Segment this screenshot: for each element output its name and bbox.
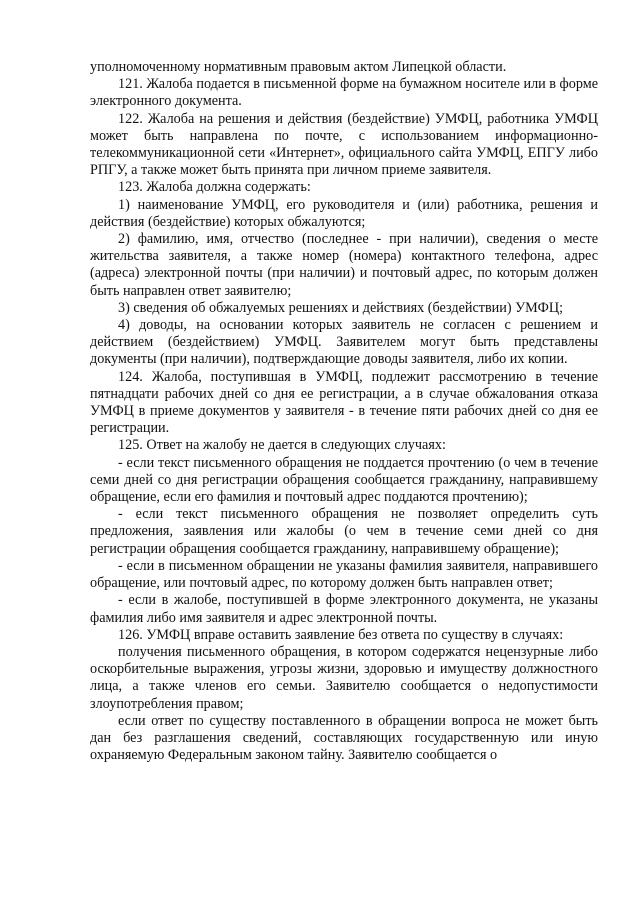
paragraph-126-case-1: получения письменного обращения, в котором содержатся нецензурные либо оскорбительные выражения, угрозы жизни, здоровью и имуществу должностного лица, а также членов его семьи. Заявителю сообщается о недопустимости злоупотребления правом;	[90, 643, 598, 712]
paragraph-123: 123. Жалоба должна содержать:	[118, 179, 311, 196]
paragraph-123-item-3: 3) сведения об обжалуемых решениях и действиях (бездействии) УМФЦ;	[118, 299, 564, 316]
paragraph-125: 125. Ответ на жалобу не дается в следующих случаях:	[118, 437, 446, 454]
paragraph-123-item-1: 1) наименование УМФЦ, его руководителя и (или) работника, решения и действия (бездействие) которых обжалуются;	[90, 196, 598, 230]
paragraph-125-case-3: - если в письменном обращении не указаны фамилия заявителя, направившего обращение, или почтовый адрес, по которому должен быть направлен ответ;	[90, 557, 598, 592]
paragraph-121: 121. Жалоба подается в письменной форме на бумажном носителе или в форме электронного документа.	[90, 76, 598, 110]
paragraph-125-case-4: - если в жалобе, поступившей в форме электронного документа, не указаны фамилия либо имя заявителя и адрес электронной почты.	[90, 592, 598, 626]
paragraph-125-case-1: - если текст письменного обращения не поддается прочтению (о чем в течение семи дней со дня регистрации обращения сообщается гражданину, направившему обращение, если его фамилия и почтовый адрес поддаются прочтению);	[90, 454, 598, 506]
paragraph-123-item-2: 2) фамилию, имя, отчество (последнее - при наличии), сведения о месте жительства заявителя, а также номер (номера) контактного телефона, адрес (адреса) электронной почты (при наличии) и почтовый адрес, по которым должен быть направлен ответ заявителю;	[90, 231, 598, 299]
paragraph-126-case-2: если ответ по существу поставленного в обращении вопроса не может быть дан без разглашения сведений, составляющих государственную или иную охраняемую Федеральным законом тайну. Заявителю сообщается о	[90, 712, 598, 764]
paragraph-124: 124. Жалоба, поступившая в УМФЦ, подлежит рассмотрению в течение пятнадцати рабочих дней со дня ее регистрации, а в случае обжалования отказа УМФЦ в приеме документов у заявителя - в течение пяти рабочих дней со дня ее регистрации.	[90, 368, 598, 437]
paragraph-126: 126. УМФЦ вправе оставить заявление без ответа по существу в случаях:	[118, 626, 564, 643]
paragraph-continuation: уполномоченному нормативным правовым актом Липецкой области.	[90, 59, 507, 75]
paragraph-122: 122. Жалоба на решения и действия (бездействие) УМФЦ, работника УМФЦ может быть направлена по почте, с использованием информационно-телекоммуникационной сети «Интернет», официального сайта УМФЦ, ЕПГУ либо РПГУ, а также может быть принята при личном приеме заявителя.	[90, 110, 598, 179]
paragraph-125-case-2: - если текст письменного обращения не позволяет определить суть предложения, заявления или жалобы (о чем в течение семи дней со дня регистрации обращения сообщается гражданину, направившему обращение);	[90, 506, 598, 557]
paragraph-123-item-4: 4) доводы, на основании которых заявитель не согласен с решением и действием (бездействием) УМФЦ. Заявителем могут быть представлены документы (при наличии), подтверждающие доводы заявителя, либо их копии.	[90, 317, 598, 368]
